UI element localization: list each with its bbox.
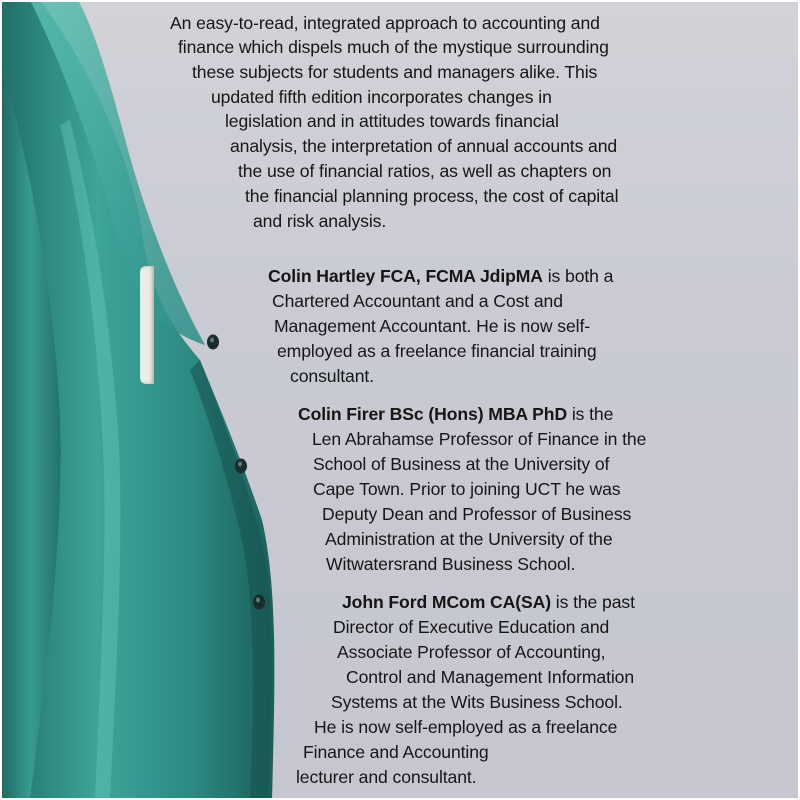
author-bio-line: Systems at the Wits Business School.	[331, 692, 623, 712]
author-bio-line: Cape Town. Prior to joining UCT he was	[313, 479, 621, 499]
author-name: Colin Firer BSc (Hons) MBA PhD	[298, 404, 568, 424]
author-bio-line: Deputy Dean and Professor of Business	[322, 504, 632, 524]
author-bio-line: lecturer and consultant.	[296, 767, 477, 787]
blurb-line: and risk analysis.	[253, 211, 387, 231]
author-bio-line: Chartered Accountant and a Cost and	[272, 291, 563, 311]
blurb-line: An easy-to-read, integrated approach to accounting and	[170, 13, 600, 33]
blurb-line: the financial planning process, the cost of capital	[245, 186, 619, 206]
author-bio-line: School of Business at the University of	[313, 454, 610, 474]
author-bio-first-line: Colin Firer BSc (Hons) MBA PhD is the	[298, 404, 614, 424]
author-name: John Ford MCom CA(SA)	[342, 592, 551, 612]
author-bio-line: Len Abrahamse Professor of Finance in the	[312, 429, 647, 449]
blurb-line: legislation and in attitudes towards financial	[225, 111, 559, 131]
author-bio-line: Management Accountant. He is now self-	[274, 316, 590, 336]
blurb-line: analysis, the interpretation of annual accounts and	[230, 136, 618, 156]
author-bio-line: Finance and Accounting	[303, 742, 489, 762]
blurb-line: updated fifth edition incorporates changes in	[211, 87, 552, 107]
author-bio-line: Administration at the University of the	[325, 529, 613, 549]
author-bio-line: He is now self-employed as a freelance	[314, 717, 618, 737]
author-bio-line: Associate Professor of Accounting,	[337, 642, 606, 662]
author-bio-line: Control and Management Information	[346, 667, 635, 687]
label-tag	[140, 266, 154, 384]
blurb-line: these subjects for students and managers alike. This	[192, 62, 598, 82]
author-bio-first-line: John Ford MCom CA(SA) is the past	[342, 592, 635, 612]
author-name: Colin Hartley FCA, FCMA JdipMA	[268, 266, 543, 286]
blurb-line: the use of financial ratios, as well as chapters on	[238, 161, 612, 181]
author-bio-line: consultant.	[290, 366, 374, 386]
author-bio-first-line: Colin Hartley FCA, FCMA JdipMA is both a	[268, 266, 614, 286]
blurb-line: finance which dispels much of the mystique surrounding	[178, 37, 609, 57]
author-bio-line: Director of Executive Education and	[333, 617, 610, 637]
author-bio-line: Witwatersrand Business School.	[326, 554, 576, 574]
author-bio-line: employed as a freelance financial training	[277, 341, 597, 361]
